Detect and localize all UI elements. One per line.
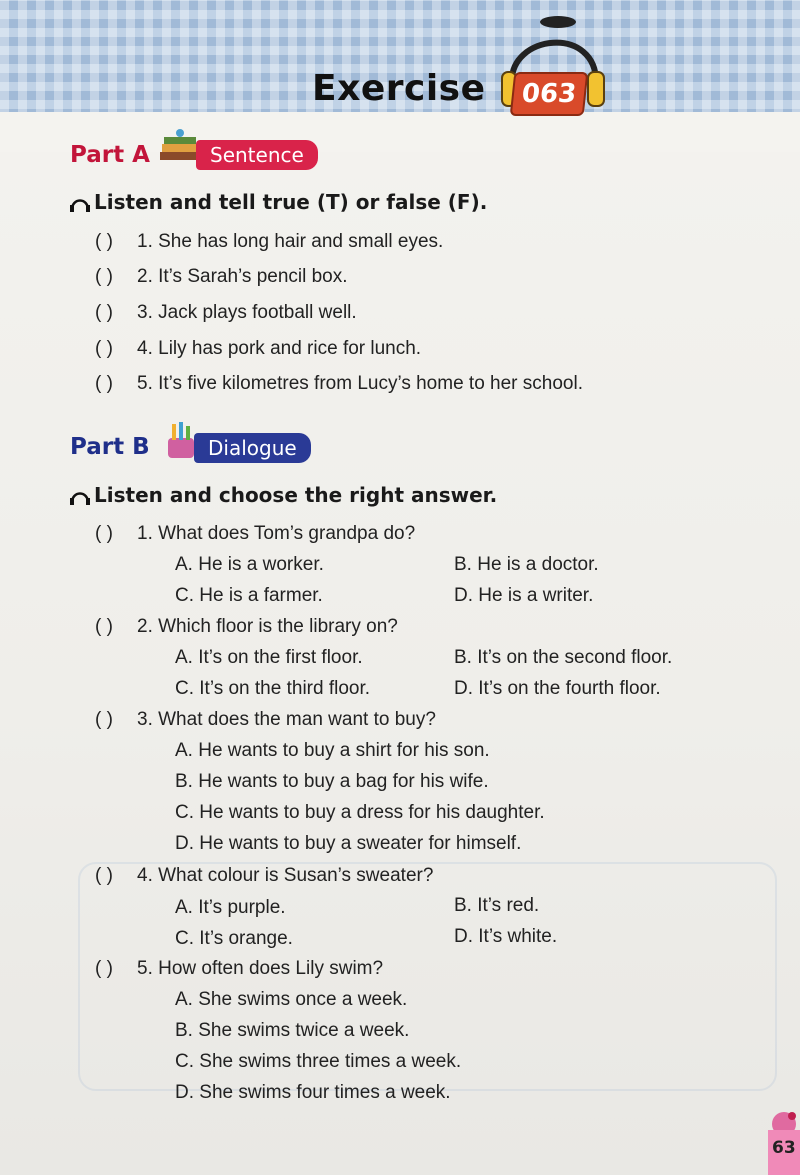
option-b3-a[interactable]: A. He wants to buy a shirt for his son.: [175, 740, 490, 761]
page-number: 63: [772, 1138, 796, 1158]
exercise-number-badge: 063: [510, 72, 589, 116]
answer-blank[interactable]: ( ): [95, 709, 113, 730]
option-b3-c[interactable]: C. He wants to buy a dress for his daughter.: [175, 802, 545, 823]
part-b-instruction: [70, 483, 497, 507]
question-text: 4. Lily has pork and rice for lunch.: [137, 338, 422, 359]
answer-blank[interactable]: ( ): [95, 373, 113, 394]
option-b4-a[interactable]: A. It’s purple.: [175, 897, 286, 918]
answer-blank[interactable]: ( ): [95, 338, 113, 359]
option-b5-b[interactable]: B. She swims twice a week.: [175, 1020, 410, 1041]
option-b1-d[interactable]: D. He is a writer.: [454, 585, 594, 606]
question-text: 3. Jack plays football well.: [137, 302, 357, 323]
instruction-text: Listen and tell true (T) or false (F).: [94, 190, 488, 214]
question-text: 3. What does the man want to buy?: [137, 709, 436, 730]
answer-blank[interactable]: ( ): [95, 616, 113, 637]
question-text: 1. What does Tom’s grandpa do?: [137, 523, 416, 544]
option-b4-d[interactable]: D. It’s white.: [454, 926, 558, 947]
answer-blank[interactable]: ( ): [95, 231, 113, 252]
option-b2-d[interactable]: D. It’s on the fourth floor.: [454, 678, 661, 699]
part-a-instruction: [70, 190, 487, 214]
option-b5-c[interactable]: C. She swims three times a week.: [175, 1051, 462, 1072]
answer-blank[interactable]: ( ): [95, 865, 113, 886]
answer-blank[interactable]: ( ): [95, 302, 113, 323]
headphone-small-icon: [70, 195, 90, 213]
question-text: 5. It’s five kilometres from Lucy’s home to her school.: [137, 373, 583, 394]
question-a4: [95, 338, 421, 360]
question-b3: [95, 709, 436, 731]
question-a3: [95, 302, 357, 324]
question-text: 2. Which floor is the library on?: [137, 616, 398, 637]
question-a1: [95, 231, 443, 253]
part-b-tag: Dialogue: [194, 433, 311, 463]
question-text: 1. She has long hair and small eyes.: [137, 231, 444, 252]
instruction-text: Listen and choose the right answer.: [94, 483, 498, 507]
question-b5: [95, 958, 383, 980]
page-title: Exercise: [312, 68, 486, 109]
option-b4-b[interactable]: B. It’s red.: [454, 895, 540, 916]
option-b2-c[interactable]: C. It’s on the third floor.: [175, 678, 371, 699]
question-a2: [95, 266, 348, 288]
question-b2: [95, 616, 398, 638]
question-text: 2. It’s Sarah’s pencil box.: [137, 266, 348, 287]
question-text: 5. How often does Lily swim?: [137, 958, 384, 979]
option-b1-b[interactable]: B. He is a doctor.: [454, 554, 599, 575]
option-b1-a[interactable]: A. He is a worker.: [175, 554, 324, 575]
option-b2-a[interactable]: A. It’s on the first floor.: [175, 647, 363, 668]
question-b1: [95, 523, 415, 545]
option-b4-c[interactable]: C. It’s orange.: [175, 928, 293, 949]
answer-blank[interactable]: ( ): [95, 523, 113, 544]
question-a5: [95, 373, 583, 395]
question-text: 4. What colour is Susan’s sweater?: [137, 865, 434, 886]
answer-blank[interactable]: ( ): [95, 958, 113, 979]
part-a-label: Part A: [70, 142, 150, 168]
part-a-tag: Sentence: [196, 140, 318, 170]
option-b2-b[interactable]: B. It’s on the second floor.: [454, 647, 673, 668]
part-b-label: Part B: [70, 434, 150, 460]
headphone-small-icon: [70, 488, 90, 506]
option-b3-b[interactable]: B. He wants to buy a bag for his wife.: [175, 771, 489, 792]
option-b5-a[interactable]: A. She swims once a week.: [175, 989, 408, 1010]
option-b3-d[interactable]: D. He wants to buy a sweater for himself.: [175, 833, 522, 854]
option-b1-c[interactable]: C. He is a farmer.: [175, 585, 323, 606]
question-b4: [95, 865, 433, 887]
answer-blank[interactable]: ( ): [95, 266, 113, 287]
option-b5-d[interactable]: D. She swims four times a week.: [175, 1082, 451, 1103]
